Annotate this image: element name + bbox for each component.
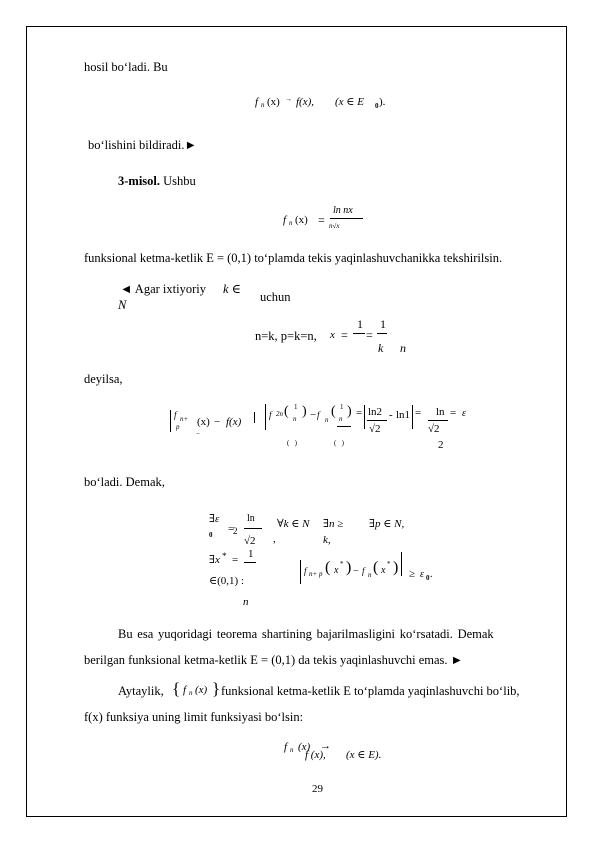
k-in: k ∈ <box>223 282 241 296</box>
text-line-funksional: funksional ketma-ketlik E = (0,1) to‘plamda tekis yaqinlashuvchanikka tekshirilsin. <box>84 251 503 265</box>
example-heading <box>118 175 196 188</box>
text-demak: bo‘ladi. Demak, <box>84 475 165 489</box>
text-deyilsa: deyilsa, <box>84 372 123 386</box>
example-text: Ushbu <box>163 174 196 188</box>
paragraph-limit-function: f(x) funksiya uning limit funksiyasi bo‘lsin: <box>84 710 304 724</box>
set-N: N <box>118 298 127 312</box>
page-number: 29 <box>312 783 323 795</box>
paragraph-theorem-line2: berilgan funksional ketma-ketlik E = (0,1) da tekis yaqinlashuvchi emas. ► <box>84 653 464 667</box>
text-n-k-p: n=k, p=k=n, <box>255 329 317 343</box>
example-label: 3-misol. <box>118 174 161 188</box>
text-line-hosil: hosil bo‘ladi. Bu <box>84 60 168 74</box>
text-line-agar: ◄ Agar ixtiyoriy <box>120 282 206 296</box>
paragraph-theorem-line1: Bu esa yuqoridagi teorema shartining bajarilmasligini ko‘rsatadi. Demak <box>118 627 494 641</box>
text-uchun: uchun <box>260 290 291 304</box>
text-line-bildiradi: bo‘lishini bildiradi.► <box>88 138 197 152</box>
